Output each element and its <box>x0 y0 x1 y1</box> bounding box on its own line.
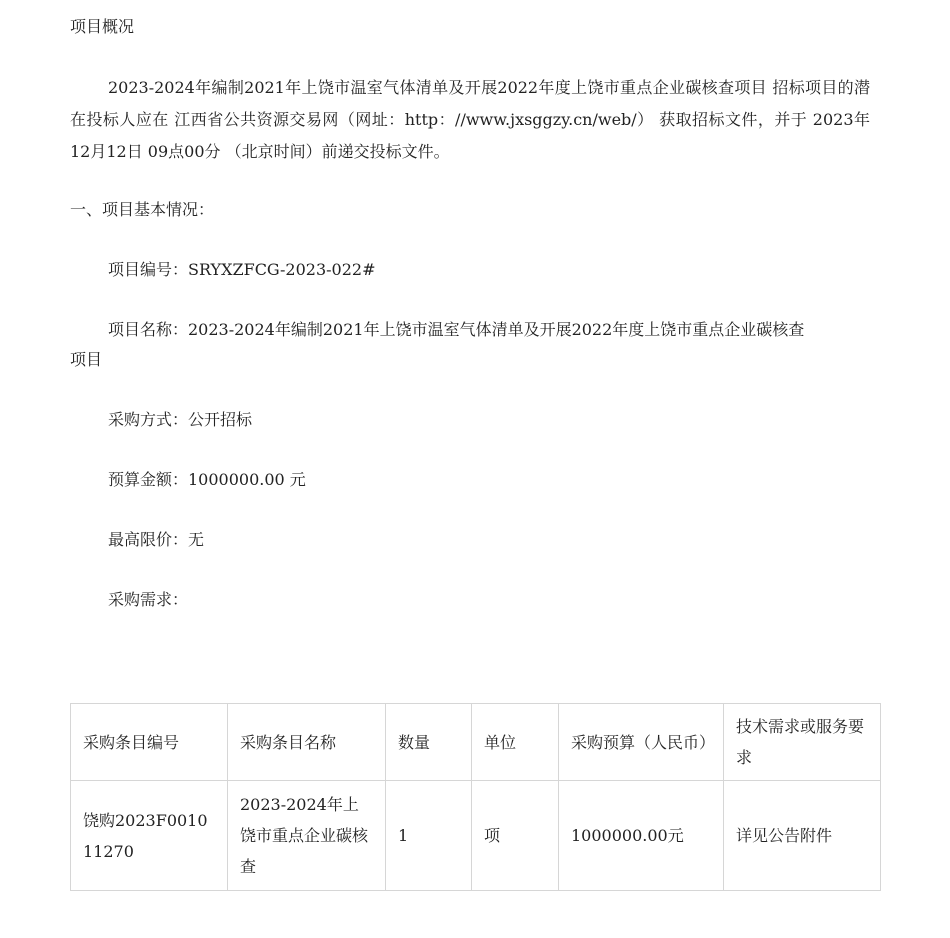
intro-paragraph: 2023-2024年编制2021年上饶市温室气体清单及开展2022年度上饶市重点企业碳核查项目 招标项目的潜在投标人应在 江西省公共资源交易网（网址：http：//www.jxsggzy.cn/web/） 获取招标文件，并于 2023年12月12日 09点00分 （北京时间）前递交投标文件。 <box>70 78 870 161</box>
project-name-line2: 项目 <box>70 350 103 369</box>
max-price: 最高限价：无 <box>108 530 205 549</box>
cell-unit: 项 <box>472 781 559 891</box>
requirements-table <box>70 703 881 891</box>
requirements-label: 采购需求： <box>108 590 189 609</box>
cell-quantity: 1 <box>386 781 472 891</box>
header-requirement: 技术需求或服务要求 <box>724 704 881 781</box>
cell-item-name: 2023-2024年上饶市重点企业碳核查 <box>228 781 386 891</box>
header-item-number: 采购条目编号 <box>71 704 228 781</box>
project-name-line1: 项目名称：2023-2024年编制2021年上饶市温室气体清单及开展2022年度上饶市重点企业碳核查 <box>108 320 805 339</box>
section-title: 项目概况 <box>70 17 135 36</box>
header-item-name: 采购条目名称 <box>228 704 386 781</box>
table-row <box>71 781 881 891</box>
header-unit: 单位 <box>472 704 559 781</box>
table-header-row <box>71 704 881 781</box>
cell-requirement: 详见公告附件 <box>724 781 881 891</box>
header-budget: 采购预算（人民币） <box>559 704 724 781</box>
project-number: 项目编号：SRYXZFCG-2023-022# <box>108 260 376 279</box>
budget-amount: 预算金额：1000000.00 元 <box>108 470 306 489</box>
basic-info-heading: 一、项目基本情况： <box>70 200 215 219</box>
header-quantity: 数量 <box>386 704 472 781</box>
procurement-method: 采购方式：公开招标 <box>108 410 253 429</box>
cell-budget: 1000000.00元 <box>559 781 724 891</box>
cell-item-number: 饶购2023F001011270 <box>71 781 228 891</box>
